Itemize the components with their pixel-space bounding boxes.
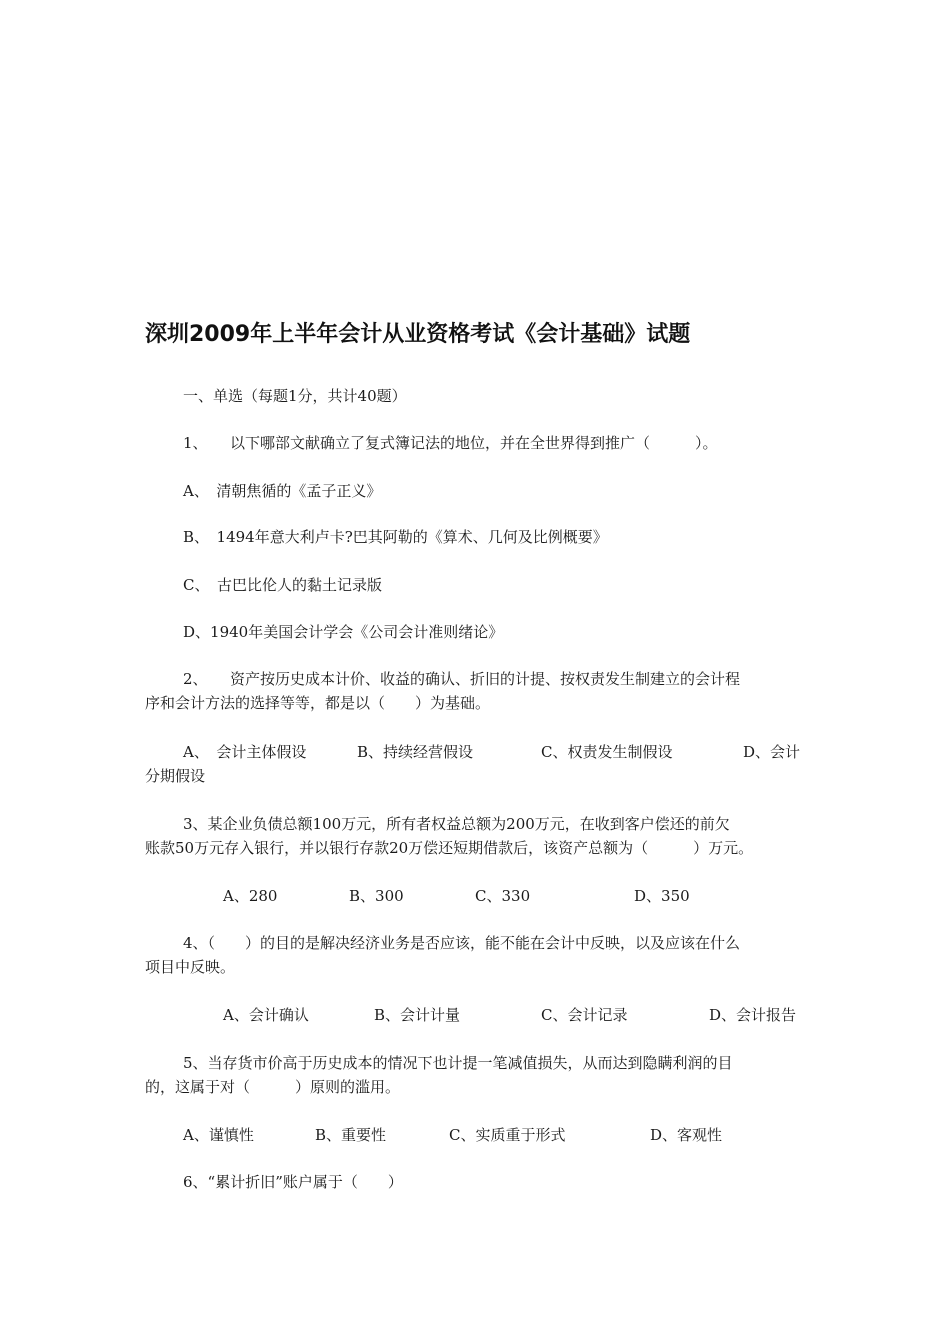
question-5-option-c: C、实质重于形式 [449, 1126, 566, 1144]
question-3-option-c: C、330 [475, 887, 531, 905]
question-3-option-d: D、350 [634, 887, 690, 905]
section-heading: 一、单选（每题1分，共计40题） [183, 387, 407, 405]
question-1-stem: 1、 以下哪部文献确立了复式簿记法的地位，并在全世界得到推广（ ）。 [183, 434, 718, 452]
question-2-option-d: D、会计 [743, 743, 801, 761]
question-5-stem-line-2: 的，这属于对（ ）原则的滥用。 [145, 1078, 401, 1096]
question-4-stem-line-1: 4、（ ）的目的是解决经济业务是否应该，能不能在会计中反映，以及应该在什么 [183, 934, 741, 952]
question-4-stem-line-2: 项目中反映。 [145, 958, 236, 976]
question-4-option-c: C、会计记录 [541, 1006, 628, 1024]
question-5-option-a: A、谨慎性 [183, 1126, 254, 1144]
question-1-option-b: B、 1494年意大利卢卡?巴其阿勒的《算术、几何及比例概要》 [183, 528, 608, 546]
question-2-option-c: C、权责发生制假设 [541, 743, 673, 761]
question-3-stem-line-2: 账款50万元存入银行，并以银行存款20万偿还短期借款后，该资产总额为（ ）万元。 [145, 839, 754, 857]
question-1-option-c: C、 古巴比伦人的黏土记录版 [183, 576, 382, 594]
question-2-option-d-wrap: 分期假设 [145, 767, 206, 785]
question-4-option-b: B、会计计量 [374, 1006, 461, 1024]
question-2-stem-line-2: 序和会计方法的选择等等，都是以（ ）为基础。 [145, 694, 491, 712]
question-1-option-a: A、 清朝焦循的《孟子正义》 [183, 482, 382, 500]
question-2-option-a: A、 会计主体假设 [183, 743, 307, 761]
question-5-option-d: D、客观性 [650, 1126, 723, 1144]
document-title: 深圳2009年上半年会计从业资格考试《会计基础》试题 [145, 322, 691, 347]
question-5-option-b: B、重要性 [315, 1126, 387, 1144]
question-2-stem-line-1: 2、 资产按历史成本计价、收益的确认、折旧的计提、按权责发生制建立的会计程 [183, 670, 741, 688]
question-3-option-a: A、280 [223, 887, 278, 905]
question-2-option-b: B、持续经营假设 [357, 743, 474, 761]
question-4-option-a: A、会计确认 [223, 1006, 309, 1024]
question-3-option-b: B、300 [349, 887, 404, 905]
question-5-stem-line-1: 5、当存货市价高于历史成本的情况下也计提一笔减值损失，从而达到隐瞒利润的目 [183, 1054, 733, 1072]
question-3-stem-line-1: 3、某企业负债总额100万元，所有者权益总额为200万元，在收到客户偿还的前欠 [183, 815, 730, 833]
question-4-option-d: D、会计报告 [709, 1006, 797, 1024]
question-6-stem: 6、“累计折旧”账户属于（ ） [183, 1173, 403, 1191]
question-1-option-d: D、1940年美国会计学会《公司会计准则绪论》 [183, 623, 504, 641]
